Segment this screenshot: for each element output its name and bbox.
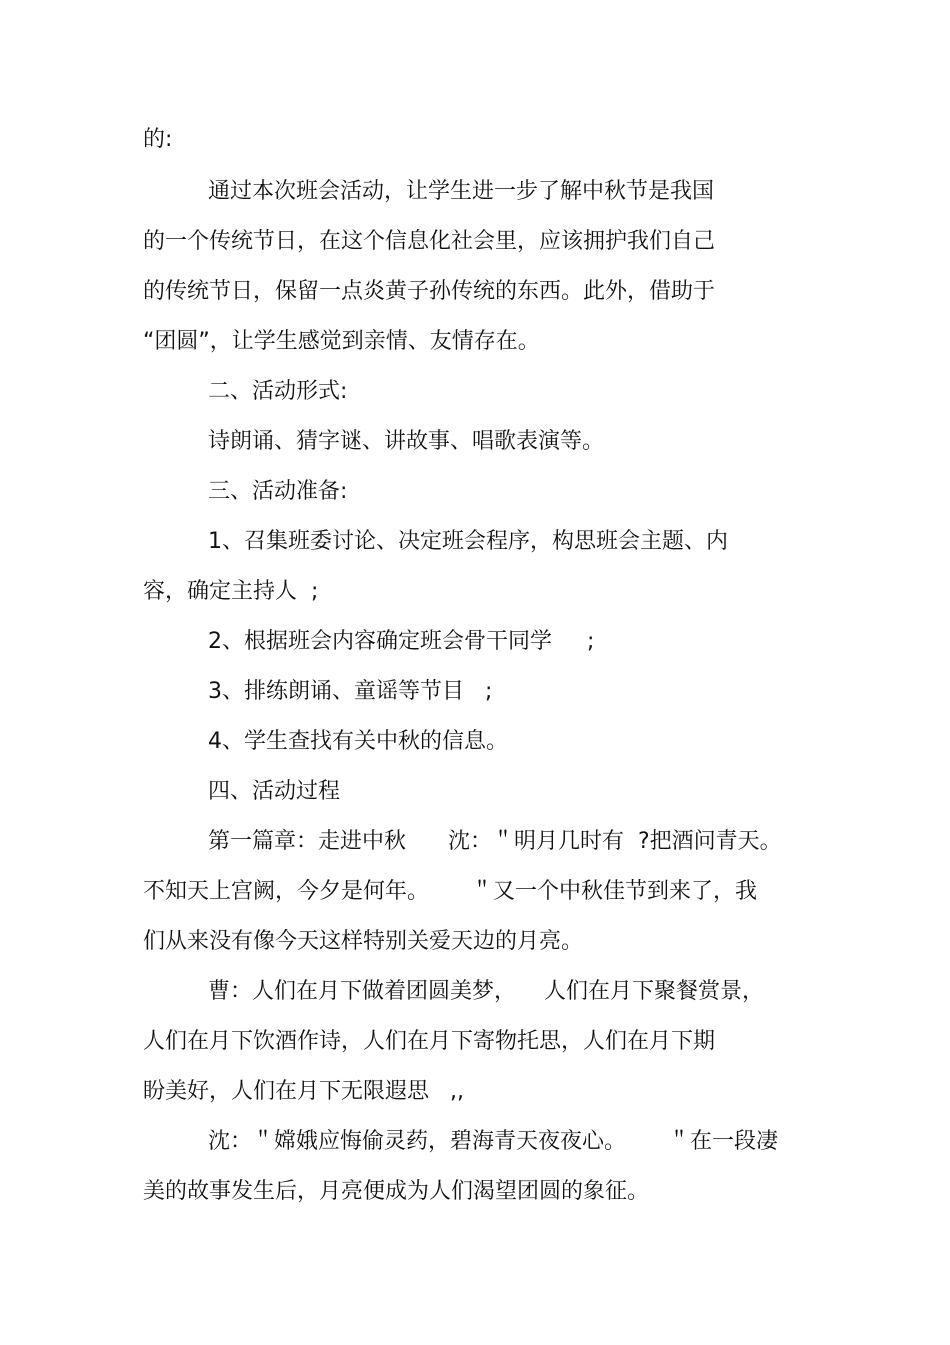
text-line: 的传统节日，保留一点炎黄子孙传统的东西。此外，借助于 <box>143 279 716 304</box>
section-heading: 四、活动过程 <box>208 779 341 804</box>
list-item: 3、排练朗诵、童谣等节目 ; <box>208 679 493 704</box>
text-line: 第一篇章：走进中秋 沈：＂明月几时有 ?把酒问青天。 <box>208 829 782 854</box>
text-line: 容，确定主持人 ; <box>143 579 319 604</box>
text-line: 诗朗诵、猜字谜、讲故事、唱歌表演等。 <box>208 429 605 454</box>
text-line: “团圆”，让学生感觉到亲情、友情存在。 <box>143 329 540 354</box>
text-line: 美的故事发生后，月亮便成为人们渴望团圆的象征。 <box>143 1179 650 1204</box>
text-line: 的: <box>143 127 173 152</box>
text-line: 通过本次班会活动，让学生进一步了解中秋节是我国 <box>208 179 715 204</box>
text-line: 的一个传统节日，在这个信息化社会里，应该拥护我们自己 <box>143 229 716 254</box>
text-line: 人们在月下饮酒作诗，人们在月下寄物托思，人们在月下期 <box>143 1029 716 1054</box>
section-heading: 三、活动准备: <box>208 479 348 504</box>
text-line: 盼美好，人们在月下无限遐思 ,, <box>143 1079 464 1104</box>
text-line: 沈：＂嫦娥应悔偷灵药，碧海青天夜夜心。 ＂在一段凄 <box>208 1129 778 1154</box>
section-heading: 二、活动形式: <box>208 379 348 404</box>
text-line: 们从来没有像今天这样特别关爱天边的月亮。 <box>143 929 584 954</box>
list-item: 1、召集班委讨论、决定班会程序，构思班会主题、内 <box>208 529 728 554</box>
text-line: 不知天上宫阙，今夕是何年。 ＂又一个中秋佳节到来了，我 <box>143 879 757 904</box>
list-item: 4、学生查找有关中秋的信息。 <box>208 729 508 754</box>
list-item: 2、根据班会内容确定班会骨干同学 ; <box>208 629 595 654</box>
text-line: 曹：人们在月下做着团圆美梦， 人们在月下聚餐赏景， <box>208 979 764 1004</box>
